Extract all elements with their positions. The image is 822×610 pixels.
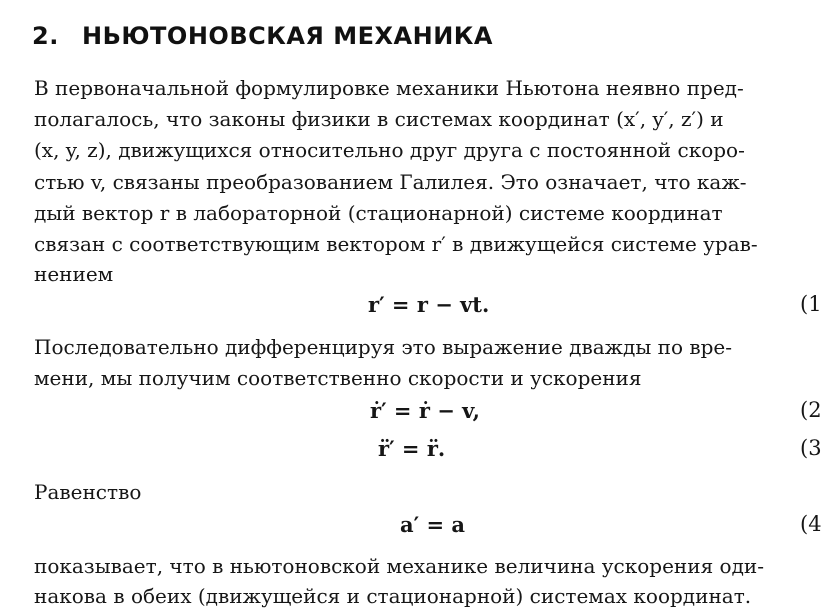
equation-2: ṙ′ = ṙ − v, xyxy=(370,398,480,423)
paragraph-3: Равенство xyxy=(34,480,142,504)
paragraph-1-line-1: В первоначальной формулировке механики Ньютона неявно пред- xyxy=(34,76,744,100)
equation-4: a′ = a xyxy=(400,512,465,537)
section-heading xyxy=(32,22,493,50)
paragraph-1-line-2: полагалось, что законы физики в системах координат (x′, y′, z′) и xyxy=(34,107,724,131)
paragraph-1-line-4: стью v, связаны преобразованием Галилея. Это означает, что каж- xyxy=(34,170,747,194)
section-number: 2. xyxy=(32,22,59,50)
paragraph-1-line-3: (x, y, z), движущихся относительно друг друга с постоянной скоро- xyxy=(34,138,745,162)
equation-1-number: (1 xyxy=(800,292,822,316)
equation-3: r̈′ = r̈. xyxy=(378,436,446,461)
paragraph-4-line-2: накова в обеих (движущейся и стационарной) системах координат. xyxy=(34,584,752,608)
paragraph-2-line-1: Последовательно дифференцируя это выражение дважды по вре- xyxy=(34,335,733,359)
section-title: НЬЮТОНОВСКАЯ МЕХАНИКА xyxy=(82,22,493,50)
paragraph-2-line-2: мени, мы получим соответственно скорости и ускорения xyxy=(34,366,642,390)
paragraph-1-line-7: нением xyxy=(34,262,114,286)
paragraph-4-line-1: показывает, что в ньютоновской механике величина ускорения оди- xyxy=(34,554,764,578)
paragraph-1-line-6: связан с соответствующим вектором r′ в движущейся системе урав- xyxy=(34,232,758,256)
equation-1: r′ = r − vt. xyxy=(368,292,490,317)
paragraph-1-line-5: дый вектор r в лабораторной (стационарной) системе координат xyxy=(34,201,723,225)
equation-4-number: (4 xyxy=(800,512,822,536)
equation-2-number: (2 xyxy=(800,398,822,422)
equation-3-number: (3 xyxy=(800,436,822,460)
